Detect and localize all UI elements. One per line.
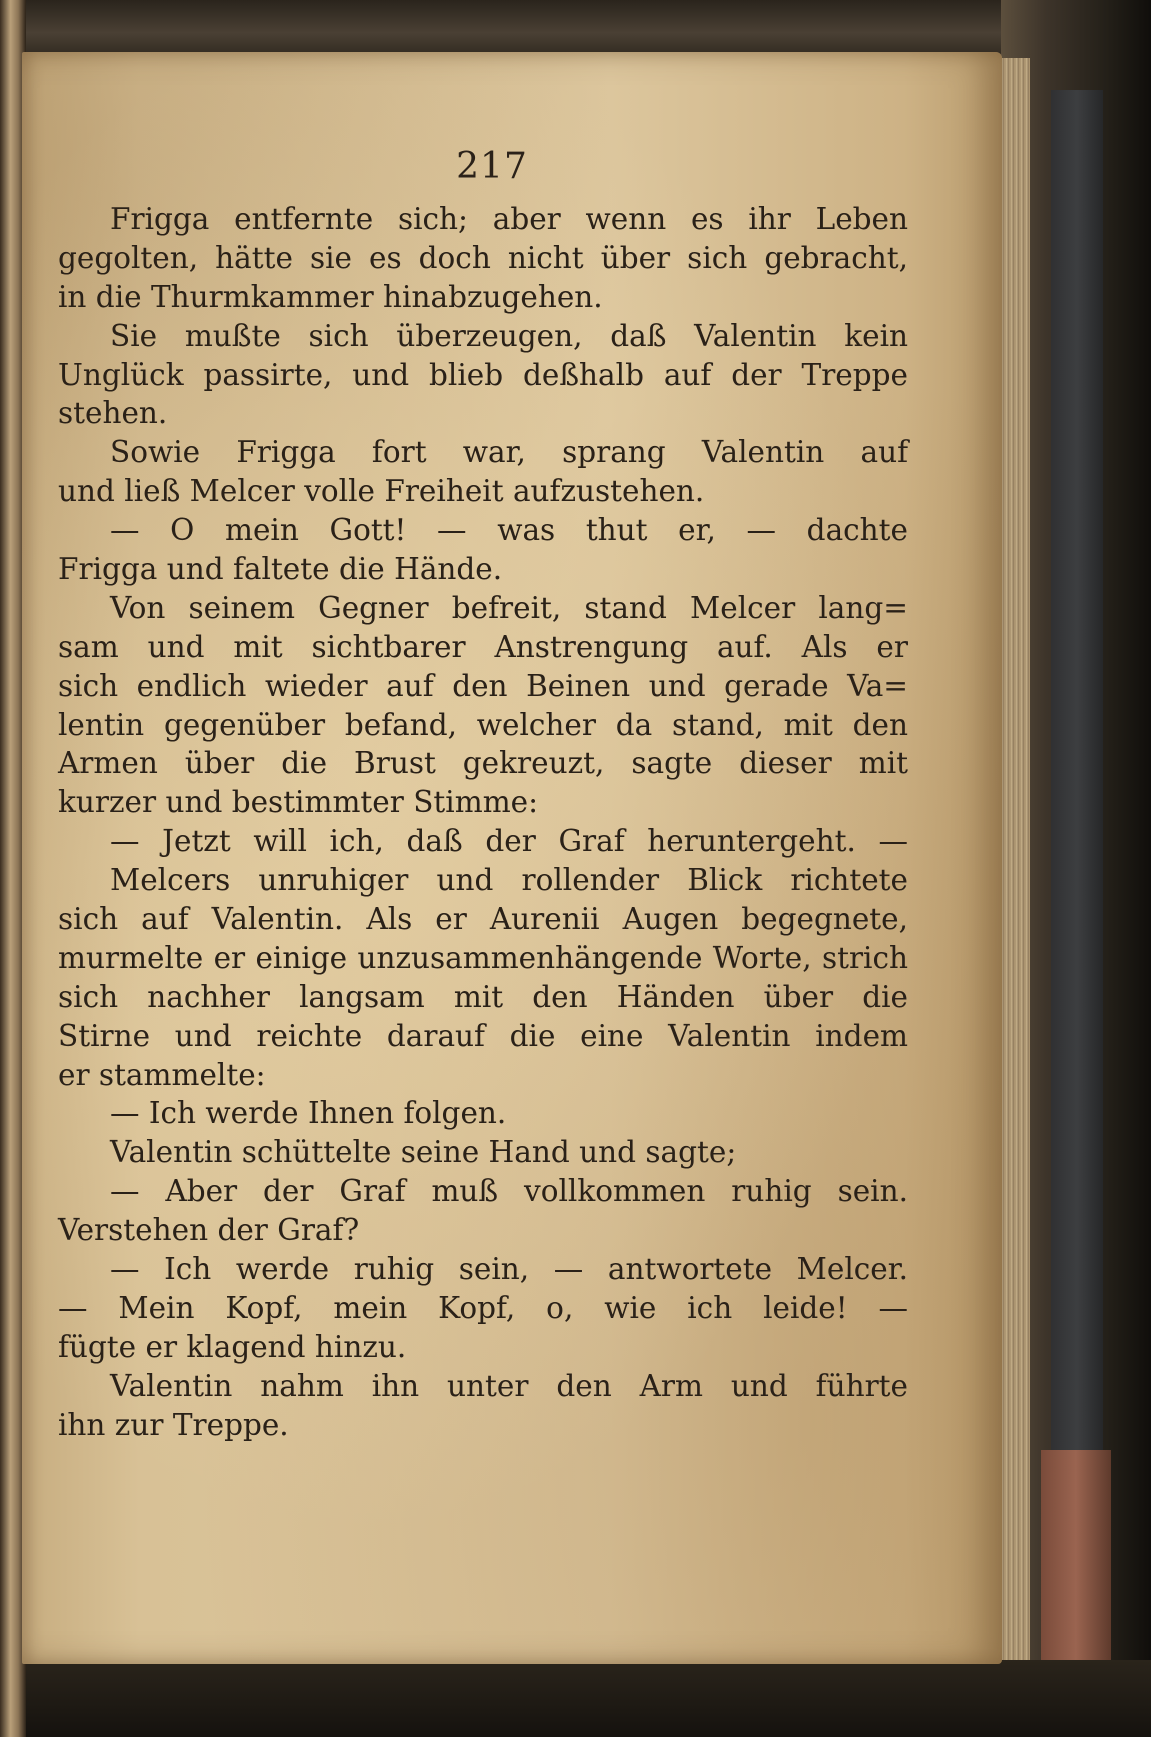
text-line: Valentin nahm ihn unter den Arm und führte	[110, 1368, 908, 1403]
text-line: lentin gegenüber befand, welcher da stand, mit den	[58, 707, 908, 742]
text-line: Von seinem Gegner befreit, stand Melcer lang=	[110, 590, 908, 625]
text-line: — Ich werde Ihnen folgen.	[110, 1096, 507, 1131]
text-line: — Ich werde ruhig sein, — antwortete Melcer.	[110, 1252, 908, 1287]
text-line: ihn zur Treppe.	[58, 1407, 289, 1442]
text-line: Melcers unruhiger und rollender Blick richtete	[110, 863, 908, 898]
text-line: sich endlich wieder auf den Beinen und gerade Va=	[58, 668, 908, 703]
book-spine-strap	[1051, 90, 1103, 1490]
text-line: — Jetzt will ich, daß der Graf heruntergeht. —	[110, 824, 908, 859]
text-line: gegolten, hätte sie es doch nicht über sich gebracht,	[58, 240, 908, 275]
text-line: Stirne und reichte darauf die eine Valentin indem	[58, 1018, 908, 1053]
text-line: Sie mußte sich überzeugen, daß Valentin kein	[110, 318, 908, 353]
text-line: Verstehen der Graf?	[58, 1213, 360, 1248]
book-cover-corner	[1041, 1450, 1111, 1660]
text-line: Armen über die Brust gekreuzt, sagte dieser mit	[58, 746, 908, 781]
text-line: Valentin schüttelte seine Hand und sagte;	[110, 1135, 737, 1170]
text-line: — Mein Kopf, mein Kopf, o, wie ich leide! —	[58, 1290, 908, 1325]
text-line: kurzer und bestimmter Stimme:	[58, 785, 539, 820]
text-line: murmelte er einige unzusammenhängende Worte, strich	[58, 940, 908, 975]
text-line: Frigga und faltete die Hände.	[58, 552, 503, 587]
text-line: er stammelte:	[58, 1057, 266, 1092]
text-line: — Aber der Graf muß vollkommen ruhig sein.	[110, 1174, 908, 1209]
text-line: — O mein Gott! — was thut er, — dachte	[110, 513, 908, 548]
text-line: sam und mit sichtbarer Anstrengung auf. Als er	[58, 629, 908, 664]
text-line: und ließ Melcer volle Freiheit aufzustehen.	[58, 474, 705, 509]
book-bottom-edge	[0, 1660, 1151, 1737]
book-cover-top-edge	[0, 0, 1151, 60]
text-line: Unglück passirte, und blieb deßhalb auf der Treppe	[58, 357, 908, 392]
text-line: Sowie Frigga fort war, sprang Valentin auf	[110, 435, 908, 470]
text-line: Frigga entfernte sich; aber wenn es ihr Leben	[110, 202, 908, 236]
text-line: sich auf Valentin. Als er Aurenii Augen begegnete,	[58, 902, 908, 937]
text-line: in die Thurmkammer hinabzugehen.	[58, 279, 603, 314]
book-page	[22, 52, 1002, 1664]
page-number: 217	[456, 146, 528, 187]
text-line: stehen.	[58, 396, 168, 431]
text-line: fügte er klagend hinzu.	[58, 1329, 407, 1364]
text-line: sich nachher langsam mit den Händen über die	[58, 979, 908, 1014]
page-text	[58, 200, 908, 1445]
